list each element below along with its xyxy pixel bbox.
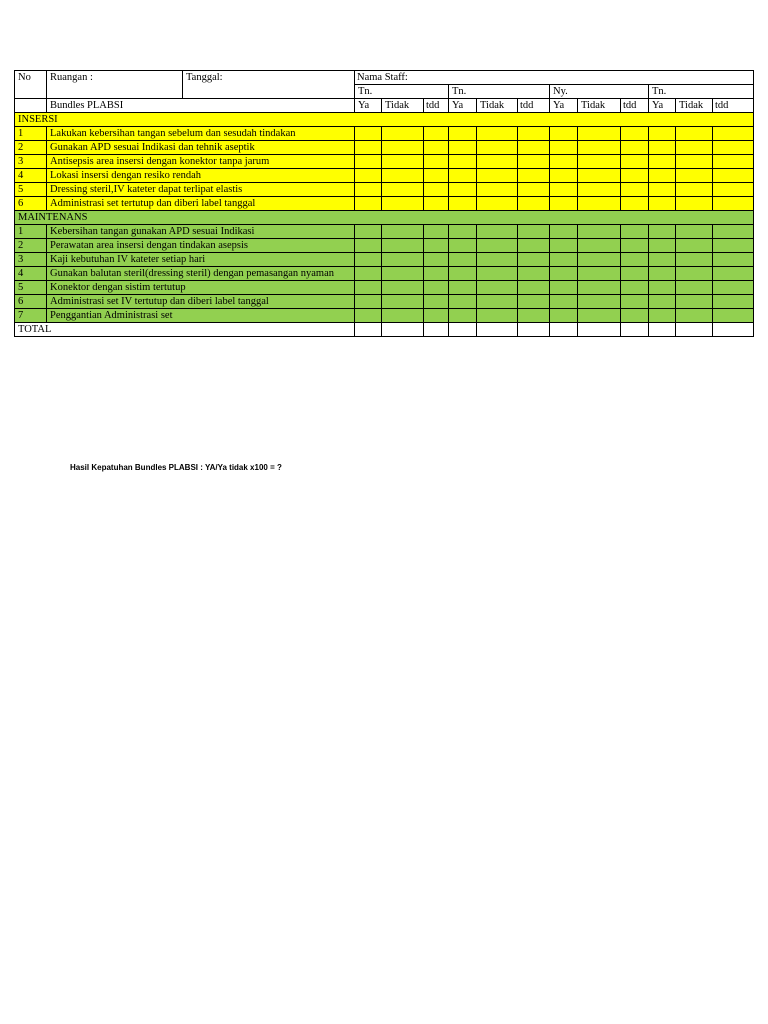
- item-text: Lakukan kebersihan tangan sebelum dan sesudah tindakan: [47, 127, 355, 141]
- check-cell[interactable]: [477, 155, 518, 169]
- check-cell[interactable]: [424, 295, 449, 309]
- check-cell[interactable]: [578, 127, 621, 141]
- check-cell[interactable]: [355, 281, 382, 295]
- check-cell[interactable]: [676, 253, 713, 267]
- check-cell[interactable]: [382, 309, 424, 323]
- item-text: Gunakan APD sesuai Indikasi dan tehnik aseptik: [47, 141, 355, 155]
- table-row: [15, 197, 754, 211]
- check-cell[interactable]: [550, 127, 578, 141]
- check-cell[interactable]: [449, 267, 477, 281]
- check-cell[interactable]: [424, 323, 449, 337]
- check-cell[interactable]: [676, 197, 713, 211]
- table-row: [15, 281, 754, 295]
- check-cell[interactable]: [676, 169, 713, 183]
- check-cell[interactable]: [649, 323, 676, 337]
- check-cell[interactable]: [355, 197, 382, 211]
- check-cell[interactable]: [578, 169, 621, 183]
- check-cell[interactable]: [550, 267, 578, 281]
- check-cell[interactable]: [424, 267, 449, 281]
- table-row: [15, 253, 754, 267]
- check-cell[interactable]: [449, 239, 477, 253]
- check-cell[interactable]: [477, 239, 518, 253]
- check-cell[interactable]: [518, 295, 550, 309]
- option-header-tdd-staff-3: tdd: [621, 99, 649, 113]
- check-cell[interactable]: [578, 281, 621, 295]
- check-cell[interactable]: [676, 141, 713, 155]
- item-number: 4: [15, 267, 47, 281]
- header-row-3: [15, 99, 754, 113]
- check-cell[interactable]: [355, 309, 382, 323]
- check-cell[interactable]: [550, 253, 578, 267]
- check-cell[interactable]: [713, 281, 754, 295]
- check-cell[interactable]: [621, 309, 649, 323]
- item-number: 2: [15, 239, 47, 253]
- check-cell[interactable]: [382, 225, 424, 239]
- check-cell[interactable]: [477, 225, 518, 239]
- check-cell[interactable]: [649, 169, 676, 183]
- check-cell[interactable]: [676, 309, 713, 323]
- check-cell[interactable]: [676, 295, 713, 309]
- check-cell[interactable]: [713, 239, 754, 253]
- check-cell[interactable]: [449, 183, 477, 197]
- check-cell[interactable]: [649, 267, 676, 281]
- check-cell[interactable]: [713, 183, 754, 197]
- check-cell[interactable]: [382, 295, 424, 309]
- check-cell[interactable]: [424, 155, 449, 169]
- check-cell[interactable]: [382, 127, 424, 141]
- table-row: [15, 127, 754, 141]
- check-cell[interactable]: [355, 169, 382, 183]
- check-cell[interactable]: [550, 225, 578, 239]
- check-cell[interactable]: [355, 155, 382, 169]
- check-cell[interactable]: [424, 225, 449, 239]
- item-number: 1: [15, 225, 47, 239]
- check-cell[interactable]: [477, 295, 518, 309]
- section-row-insersi: [15, 113, 754, 127]
- check-cell[interactable]: [578, 225, 621, 239]
- check-cell[interactable]: [477, 127, 518, 141]
- check-cell[interactable]: [382, 169, 424, 183]
- check-cell[interactable]: [676, 225, 713, 239]
- nama-staff-header: Nama Staff:: [355, 71, 754, 85]
- item-number: 1: [15, 127, 47, 141]
- check-cell[interactable]: [355, 323, 382, 337]
- option-header-tidak-staff-1: Tidak: [382, 99, 424, 113]
- check-cell[interactable]: [649, 197, 676, 211]
- staff-4-title[interactable]: Tn.: [649, 85, 754, 99]
- check-cell[interactable]: [449, 197, 477, 211]
- check-cell[interactable]: [621, 323, 649, 337]
- check-cell[interactable]: [649, 183, 676, 197]
- check-cell[interactable]: [424, 141, 449, 155]
- item-number: 2: [15, 141, 47, 155]
- table-row: [15, 169, 754, 183]
- check-cell[interactable]: [449, 127, 477, 141]
- check-cell[interactable]: [424, 197, 449, 211]
- total-label: TOTAL: [15, 323, 355, 337]
- check-cell[interactable]: [713, 267, 754, 281]
- check-cell[interactable]: [355, 253, 382, 267]
- check-cell[interactable]: [621, 127, 649, 141]
- option-header-ya-staff-2: Ya: [449, 99, 477, 113]
- check-cell[interactable]: [477, 267, 518, 281]
- check-cell[interactable]: [518, 323, 550, 337]
- staff-2-title[interactable]: Tn.: [449, 85, 550, 99]
- check-cell[interactable]: [649, 155, 676, 169]
- table-row: [15, 295, 754, 309]
- check-cell[interactable]: [550, 281, 578, 295]
- check-cell[interactable]: [713, 225, 754, 239]
- check-cell[interactable]: [578, 239, 621, 253]
- check-cell[interactable]: [518, 155, 550, 169]
- option-header-tidak-staff-2: Tidak: [477, 99, 518, 113]
- item-number: 6: [15, 197, 47, 211]
- compliance-formula: Hasil Kepatuhan Bundles PLABSI : YA/Ya tidak x100 = ?: [70, 463, 282, 472]
- check-cell[interactable]: [713, 323, 754, 337]
- item-text: Antisepsis area insersi dengan konektor tanpa jarum: [47, 155, 355, 169]
- no-header: No: [15, 71, 47, 99]
- check-cell[interactable]: [676, 267, 713, 281]
- check-cell[interactable]: [355, 141, 382, 155]
- check-cell[interactable]: [676, 323, 713, 337]
- check-cell[interactable]: [621, 267, 649, 281]
- check-cell[interactable]: [477, 197, 518, 211]
- table-row: [15, 183, 754, 197]
- check-cell[interactable]: [621, 253, 649, 267]
- check-cell[interactable]: [578, 183, 621, 197]
- check-cell[interactable]: [578, 197, 621, 211]
- check-cell[interactable]: [676, 281, 713, 295]
- check-cell[interactable]: [449, 295, 477, 309]
- option-header-tidak-staff-3: Tidak: [578, 99, 621, 113]
- table-row: [15, 155, 754, 169]
- check-cell[interactable]: [621, 155, 649, 169]
- check-cell[interactable]: [578, 141, 621, 155]
- staff-1-title[interactable]: Tn.: [355, 85, 449, 99]
- check-cell[interactable]: [382, 197, 424, 211]
- check-cell[interactable]: [518, 225, 550, 239]
- table-row: [15, 267, 754, 281]
- check-cell[interactable]: [424, 169, 449, 183]
- table-row: [15, 309, 754, 323]
- option-header-ya-staff-3: Ya: [550, 99, 578, 113]
- check-cell[interactable]: [382, 253, 424, 267]
- check-cell[interactable]: [649, 253, 676, 267]
- section-title: MAINTENANS: [15, 211, 754, 225]
- check-cell[interactable]: [449, 253, 477, 267]
- check-cell[interactable]: [621, 281, 649, 295]
- check-cell[interactable]: [550, 309, 578, 323]
- check-cell[interactable]: [382, 183, 424, 197]
- item-text: Kebersihan tangan gunakan APD sesuai Indikasi: [47, 225, 355, 239]
- check-cell[interactable]: [649, 295, 676, 309]
- check-cell[interactable]: [621, 225, 649, 239]
- item-number: 5: [15, 183, 47, 197]
- check-cell[interactable]: [382, 323, 424, 337]
- check-cell[interactable]: [477, 183, 518, 197]
- item-number: 4: [15, 169, 47, 183]
- check-cell[interactable]: [713, 309, 754, 323]
- check-cell[interactable]: [477, 309, 518, 323]
- check-cell[interactable]: [550, 183, 578, 197]
- check-cell[interactable]: [578, 295, 621, 309]
- check-cell[interactable]: [518, 253, 550, 267]
- check-cell[interactable]: [578, 253, 621, 267]
- check-cell[interactable]: [355, 225, 382, 239]
- item-number: 3: [15, 155, 47, 169]
- check-cell[interactable]: [382, 281, 424, 295]
- check-cell[interactable]: [649, 239, 676, 253]
- check-cell[interactable]: [355, 127, 382, 141]
- check-cell[interactable]: [550, 155, 578, 169]
- check-cell[interactable]: [424, 127, 449, 141]
- check-cell[interactable]: [676, 127, 713, 141]
- check-cell[interactable]: [621, 169, 649, 183]
- check-cell[interactable]: [449, 323, 477, 337]
- tanggal-field[interactable]: Tanggal:: [183, 71, 355, 99]
- check-cell[interactable]: [621, 197, 649, 211]
- check-cell[interactable]: [449, 141, 477, 155]
- item-text: Penggantian Administrasi set: [47, 309, 355, 323]
- check-cell[interactable]: [382, 141, 424, 155]
- check-cell[interactable]: [578, 323, 621, 337]
- check-cell[interactable]: [550, 169, 578, 183]
- total-row: [15, 323, 754, 337]
- check-cell[interactable]: [518, 281, 550, 295]
- item-text: Administrasi set IV tertutup dan diberi label tanggal: [47, 295, 355, 309]
- table-row: [15, 141, 754, 155]
- check-cell[interactable]: [518, 197, 550, 211]
- check-cell[interactable]: [550, 197, 578, 211]
- check-cell[interactable]: [578, 267, 621, 281]
- check-cell[interactable]: [649, 225, 676, 239]
- check-cell[interactable]: [649, 309, 676, 323]
- check-cell[interactable]: [578, 309, 621, 323]
- item-number: 5: [15, 281, 47, 295]
- check-cell[interactable]: [676, 183, 713, 197]
- check-cell[interactable]: [578, 155, 621, 169]
- check-cell[interactable]: [518, 141, 550, 155]
- section-title: INSERSI: [15, 113, 754, 127]
- check-cell[interactable]: [621, 239, 649, 253]
- item-text: Konektor dengan sistim tertutup: [47, 281, 355, 295]
- item-text: Perawatan area insersi dengan tindakan asepsis: [47, 239, 355, 253]
- item-number: 6: [15, 295, 47, 309]
- table-row: [15, 225, 754, 239]
- check-cell[interactable]: [518, 169, 550, 183]
- check-cell[interactable]: [713, 169, 754, 183]
- check-cell[interactable]: [550, 141, 578, 155]
- check-cell[interactable]: [518, 127, 550, 141]
- check-cell[interactable]: [449, 225, 477, 239]
- check-cell[interactable]: [713, 253, 754, 267]
- check-cell[interactable]: [649, 141, 676, 155]
- option-header-ya-staff-1: Ya: [355, 99, 382, 113]
- empty-no-cell: [15, 99, 47, 113]
- check-cell[interactable]: [355, 295, 382, 309]
- item-text: Administrasi set tertutup dan diberi label tanggal: [47, 197, 355, 211]
- item-text: Dressing steril,IV kateter dapat terlipat elastis: [47, 183, 355, 197]
- check-cell[interactable]: [676, 239, 713, 253]
- check-cell[interactable]: [382, 239, 424, 253]
- check-cell[interactable]: [713, 295, 754, 309]
- check-cell[interactable]: [518, 309, 550, 323]
- table-row: [15, 239, 754, 253]
- option-header-tdd-staff-2: tdd: [518, 99, 550, 113]
- header-row-1: [15, 71, 754, 85]
- plabsi-checklist-table: [14, 70, 754, 337]
- option-header-tdd-staff-1: tdd: [424, 99, 449, 113]
- check-cell[interactable]: [355, 183, 382, 197]
- check-cell[interactable]: [676, 155, 713, 169]
- check-cell[interactable]: [355, 267, 382, 281]
- check-cell[interactable]: [518, 239, 550, 253]
- check-cell[interactable]: [649, 127, 676, 141]
- check-cell[interactable]: [550, 295, 578, 309]
- check-cell[interactable]: [477, 253, 518, 267]
- check-cell[interactable]: [621, 141, 649, 155]
- check-cell[interactable]: [713, 155, 754, 169]
- item-number: 3: [15, 253, 47, 267]
- check-cell[interactable]: [713, 141, 754, 155]
- check-cell[interactable]: [424, 183, 449, 197]
- check-cell[interactable]: [424, 281, 449, 295]
- check-cell[interactable]: [449, 309, 477, 323]
- check-cell[interactable]: [518, 183, 550, 197]
- check-cell[interactable]: [355, 239, 382, 253]
- item-number: 7: [15, 309, 47, 323]
- check-cell[interactable]: [550, 323, 578, 337]
- bundles-header: Bundles PLABSI: [47, 99, 355, 113]
- check-cell[interactable]: [621, 295, 649, 309]
- check-cell[interactable]: [449, 155, 477, 169]
- check-cell[interactable]: [649, 281, 676, 295]
- check-cell[interactable]: [382, 267, 424, 281]
- check-cell[interactable]: [477, 169, 518, 183]
- check-cell[interactable]: [518, 267, 550, 281]
- check-cell[interactable]: [713, 197, 754, 211]
- check-cell[interactable]: [449, 169, 477, 183]
- staff-3-title[interactable]: Ny.: [550, 85, 649, 99]
- check-cell[interactable]: [449, 281, 477, 295]
- check-cell[interactable]: [424, 309, 449, 323]
- item-text: Kaji kebutuhan IV kateter setiap hari: [47, 253, 355, 267]
- option-header-ya-staff-4: Ya: [649, 99, 676, 113]
- section-row-maintenans: [15, 211, 754, 225]
- ruangan-field[interactable]: Ruangan :: [47, 71, 183, 99]
- check-cell[interactable]: [424, 253, 449, 267]
- option-header-tdd-staff-4: tdd: [713, 99, 754, 113]
- item-text: Gunakan balutan steril(dressing steril) dengan pemasangan nyaman: [47, 267, 355, 281]
- item-text: Lokasi insersi dengan resiko rendah: [47, 169, 355, 183]
- check-cell[interactable]: [477, 141, 518, 155]
- option-header-tidak-staff-4: Tidak: [676, 99, 713, 113]
- check-cell[interactable]: [477, 323, 518, 337]
- check-cell[interactable]: [621, 183, 649, 197]
- check-cell[interactable]: [713, 127, 754, 141]
- check-cell[interactable]: [424, 239, 449, 253]
- check-cell[interactable]: [550, 239, 578, 253]
- check-cell[interactable]: [382, 155, 424, 169]
- check-cell[interactable]: [477, 281, 518, 295]
